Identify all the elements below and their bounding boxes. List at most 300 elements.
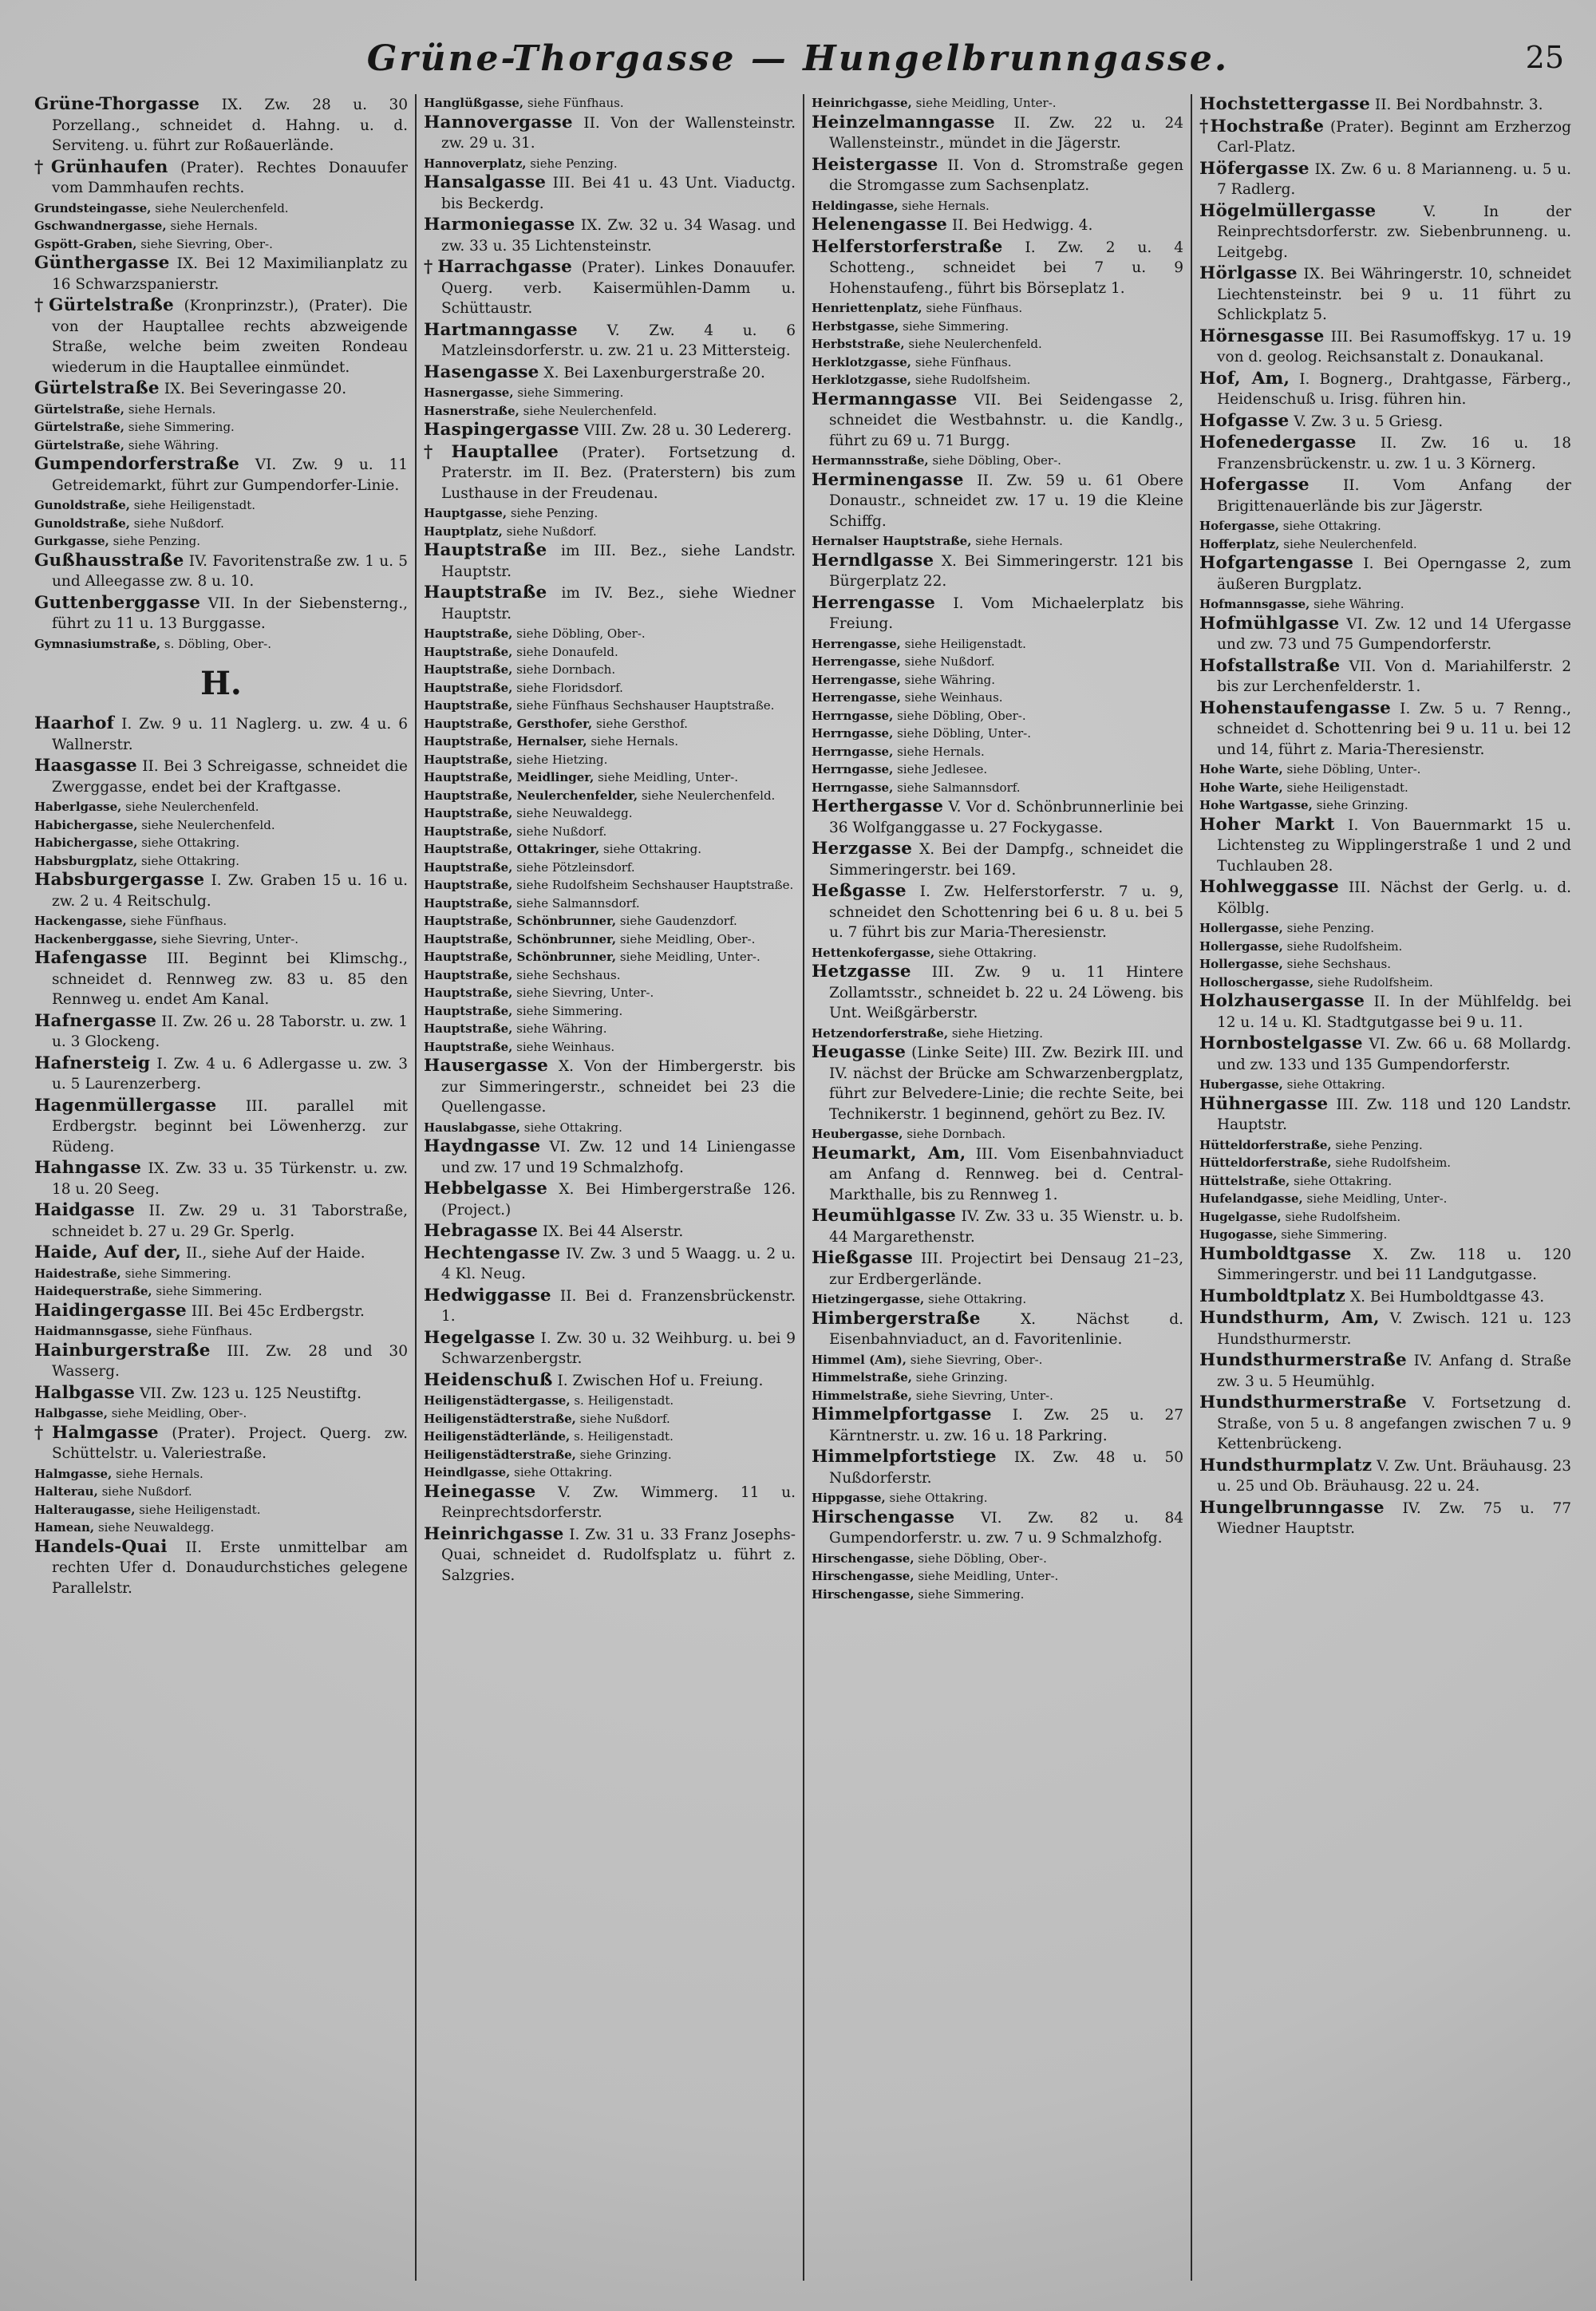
street-name: Guttenberggasse <box>34 592 201 613</box>
cross-reference <box>34 1465 408 1483</box>
street-description: siehe Ottakring. <box>523 1120 622 1135</box>
street-description: VI. Zw. 12 und 14 Ufergasse und zw. 73 und 75 Gumpendorferstr. <box>1217 615 1571 653</box>
cross-reference <box>424 402 796 421</box>
street-name: Hauptstraße, Hernalser, <box>424 734 587 749</box>
street-name: †Hochstraße <box>1199 116 1325 136</box>
street-name: Hofergasse, <box>1199 519 1279 533</box>
street-name: Hütteldorferstraße, <box>1199 1137 1332 1152</box>
street-name: Habichergasse, <box>34 817 138 832</box>
street-description: (Prater). Fortsetzung d. Praterstr. im II. Bez. (Praterstern) bis zum Lusthause in der Freudenau. <box>441 444 796 502</box>
street-entry <box>1199 698 1571 760</box>
street-description: II. Erste unmittelbar am rechten Ufer d. Donaudurchstiches gelegene Parallelstr. <box>52 1539 408 1597</box>
cross-reference <box>424 661 796 679</box>
street-description: X. Bei Simmeringerstr. 121 bis Bürgerplatz 22. <box>829 552 1183 590</box>
street-description: (Prater). Rechtes Donauufer vom Dammhaufen rechts. <box>52 159 408 196</box>
street-description: X. Bei Himbergerstraße 126. (Project.) <box>441 1181 796 1219</box>
street-description: siehe Währing. <box>904 672 996 687</box>
street-entry <box>34 1200 408 1242</box>
cross-reference <box>424 948 796 966</box>
street-description: siehe Sievring, Ober-. <box>910 1352 1043 1367</box>
street-description: II. Bei d. Franzensbrückenstr. 1. <box>441 1287 796 1325</box>
cross-reference <box>424 895 796 913</box>
cross-reference <box>812 671 1183 689</box>
street-description: siehe Fünfhaus. <box>527 96 624 110</box>
street-name: Hauptstraße, Schönbrunner, <box>424 950 617 964</box>
street-description: IX. Zw. 32 u. 34 Wasag. und zw. 33 u. 35 Lichtensteinstr. <box>441 217 796 255</box>
street-name: Hohe Warte, <box>1199 762 1283 776</box>
cross-reference <box>34 816 408 835</box>
street-description: I. Zw. 25 u. 27 Kärntnerstr. u. zw. 16 u. 18 Parkring. <box>829 1407 1183 1444</box>
street-name: Hungelbrunngasse <box>1199 1497 1385 1518</box>
street-name: Hauptstraße, Schönbrunner, <box>424 931 617 946</box>
street-description: siehe Penzing. <box>1286 921 1375 935</box>
street-description: im IV. Bez., siehe Wiedner Hauptstr. <box>441 585 796 622</box>
street-name: Herminengasse <box>812 469 964 490</box>
street-description: II. Bei Nordbahnstr. 3. <box>1374 97 1543 113</box>
street-description: II. Zw. 22 u. 24 Wallensteinstr., mündet in die Jägerstr. <box>829 114 1183 152</box>
street-description: II. In der Mühlfeldg. bei 12 u. 14 u. Kl. Stadtgutgasse bei 9 u. 11. <box>1217 994 1571 1031</box>
cross-reference <box>424 966 796 985</box>
street-description: siehe Weinhaus. <box>516 1039 615 1054</box>
street-description: siehe Döbling, Ober-. <box>932 453 1061 468</box>
street-name: Hetzgasse <box>812 962 911 982</box>
street-description: siehe Penzing. <box>113 534 201 548</box>
street-name: Haidgasse <box>34 1200 136 1220</box>
street-description: siehe Ottakring. <box>140 853 240 868</box>
street-name: Herrengasse, <box>812 654 901 669</box>
street-description: X. Von der Himbergerstr. bis zur Simmeringerstr., schneidet bei 23 die Quellengasse. <box>441 1058 796 1116</box>
street-name: Heinegasse <box>424 1481 536 1502</box>
street-name: Heiligenstädterstraße, <box>424 1411 576 1426</box>
cross-reference <box>812 1290 1183 1309</box>
cross-reference <box>424 876 796 895</box>
street-description: siehe Meidling, Unter-. <box>918 1569 1059 1583</box>
street-name: Hauptstraße, Schönbrunner, <box>424 914 617 928</box>
cross-reference <box>34 217 408 235</box>
street-description: I. Bognerg., Drahtgasse, Färberg., Heidenschuß u. Irisg. führen hin. <box>1217 370 1571 408</box>
street-entry <box>812 1404 1183 1446</box>
street-description: siehe Hietzing. <box>951 1025 1044 1041</box>
street-name: Hießgasse <box>812 1248 914 1268</box>
street-description: III. Vom Eisenbahnviaduct am Anfang d. Rennweg. bei d. Central-Markthalle, bis zu Rennweg 1. <box>829 1145 1183 1203</box>
street-description: I. Zw. Helferstorferstr. 7 u. 9, schneidet den Schottenring bei 6 u. 8 u. bei 5 u. 7 führt bis zur Maria-Theresienstr. <box>829 883 1183 941</box>
cross-reference <box>1199 1190 1571 1208</box>
street-description: I. Zw. 9 u. 11 Naglerg. u. zw. 4 u. 6 Wallnerstr. <box>52 716 408 753</box>
street-description: V. Zw. 4 u. 6 Matzleinsdorferstr. u. zw. 21 u. 23 Mittersteig. <box>441 322 796 359</box>
street-description: II. Zw. 29 u. 31 Taborstraße, schneidet b. 27 u. 29 Gr. Sperlg. <box>52 1203 408 1240</box>
street-description: V. Fortsetzung d. Straße, von 5 u. 8 angefangen zwischen 7 u. 9 Kettenbrückeng. <box>1217 1395 1572 1452</box>
street-name: Hufelandgasse, <box>1199 1191 1303 1206</box>
street-entry <box>812 1206 1183 1247</box>
street-entry <box>34 1301 408 1322</box>
page-header <box>32 38 1564 86</box>
street-description: siehe Nußdorf. <box>506 523 597 539</box>
cross-reference <box>1199 1172 1571 1191</box>
street-entry <box>1199 117 1571 158</box>
street-name: Hedwiggasse <box>424 1285 551 1306</box>
street-name: Hundsthurmerstraße <box>1199 1350 1407 1370</box>
cross-reference <box>424 697 796 715</box>
street-name: Hugelgasse, <box>1199 1209 1282 1224</box>
street-name: Hernalser Hauptstraße, <box>812 534 972 548</box>
street-description: (Kronprinzstr.), (Prater). Die von der Hauptallee rechts abzweigende Straße, welche beim zweiten Rondeau wiederum in die Hauptallee einmündet. <box>52 298 408 376</box>
street-name: Hauptstraße, <box>424 878 513 892</box>
street-name: Halbgasse <box>34 1382 136 1403</box>
street-entry <box>34 1423 408 1464</box>
street-description: II. Bei Hedwigg. 4. <box>951 217 1093 234</box>
street-description: siehe Simmering. <box>918 1586 1025 1602</box>
street-description: siehe Gersthof. <box>595 716 688 731</box>
street-description: siehe Rudolfsheim. <box>915 373 1031 387</box>
street-entry <box>424 1524 796 1586</box>
street-name: Hauptstraße, <box>424 644 513 659</box>
street-description: siehe Dornbach. <box>907 1127 1006 1141</box>
cross-reference <box>34 235 408 254</box>
street-description: siehe Rudolfsheim. <box>1335 1156 1452 1170</box>
cross-reference <box>812 1586 1183 1604</box>
street-name: Hofmannsgasse, <box>1199 597 1310 611</box>
street-name: Haasgasse <box>34 756 137 776</box>
street-name: Herrengasse, <box>812 636 901 651</box>
street-name: Gunoldstraße, <box>34 498 130 512</box>
street-description: IX. Zw. 48 u. 50 Nußdorferstr. <box>829 1449 1183 1487</box>
street-entry <box>424 540 796 582</box>
street-name: Heumühlgasse <box>812 1206 957 1226</box>
cross-reference <box>34 1322 408 1341</box>
street-name: Hausergasse <box>424 1056 549 1076</box>
street-name: Haberlgasse, <box>34 800 122 814</box>
street-name: Holzhausergasse <box>1199 991 1365 1011</box>
street-description: I. Zw. 4 u. 6 Adlergasse u. zw. 3 u. 5 Laurenzerberg. <box>52 1055 409 1092</box>
street-name: Harmoniegasse <box>424 215 575 235</box>
street-entry <box>812 237 1183 299</box>
street-entry <box>812 1042 1183 1124</box>
street-entry <box>424 1221 796 1242</box>
street-entry <box>34 1011 408 1053</box>
street-name: Hafnersteig <box>34 1053 151 1073</box>
street-name: Hebbelgasse <box>424 1179 547 1199</box>
street-description: siehe Pötzleinsdorf. <box>516 859 635 875</box>
street-name: Hörnesgasse <box>1199 326 1325 346</box>
street-description: siehe Ottakring. <box>1286 1077 1385 1092</box>
street-name: Hauptstraße <box>424 583 547 602</box>
cross-reference <box>812 743 1183 761</box>
cross-reference <box>812 299 1183 318</box>
street-name: Heinzelmanngasse <box>812 112 995 132</box>
street-name: Hamean, <box>34 1520 95 1535</box>
cross-reference <box>812 1369 1183 1387</box>
cross-reference <box>424 768 796 787</box>
street-description: siehe Neulerchenfeld. <box>155 200 289 215</box>
cross-reference <box>424 1119 796 1137</box>
cross-reference <box>34 1519 408 1537</box>
cross-reference <box>1199 535 1571 554</box>
street-description: siehe Döbling, Ober-. <box>516 626 646 641</box>
street-description: IV. Favoritenstraße zw. 1 u. 5 und Alleegasse zw. 8 u. 10. <box>52 552 408 590</box>
cross-reference <box>812 725 1183 743</box>
street-name: Himmelpfortstiege <box>812 1447 997 1467</box>
street-description: siehe Grinzing. <box>1316 798 1408 812</box>
street-description: siehe Sievring, Unter-. <box>516 986 654 1000</box>
street-name: Hauptstraße, <box>424 1039 513 1054</box>
street-entry <box>812 962 1183 1024</box>
page-number: 25 <box>1525 40 1564 75</box>
street-description: siehe Weinhaus. <box>904 690 1003 705</box>
street-name: Hochstettergasse <box>1199 94 1371 114</box>
cross-reference <box>34 1404 408 1423</box>
street-name: Hauptstraße, <box>424 662 513 677</box>
cross-reference <box>812 94 1183 113</box>
street-description: siehe Floridsdorf. <box>516 680 623 695</box>
street-name: Hof, Am, <box>1199 368 1290 389</box>
street-name: Hetzendorferstraße, <box>812 1025 949 1041</box>
street-entry <box>1199 656 1571 697</box>
street-entry <box>812 113 1183 154</box>
street-name: Grundsteingasse, <box>34 200 152 215</box>
cross-reference <box>424 94 796 113</box>
cross-reference <box>34 1483 408 1501</box>
street-description: siehe Neulerchenfeld. <box>641 788 776 803</box>
street-entry <box>812 470 1183 532</box>
street-name: Hauptstraße, Ottakringer, <box>424 842 600 856</box>
street-description: VIII. Zw. 28 u. 30 Ledererg. <box>583 422 792 439</box>
cross-reference <box>1199 1076 1571 1094</box>
street-description: II. Zw. 26 u. 28 Taborstr. u. zw. 1 u. 3 Glockeng. <box>52 1013 408 1050</box>
street-name: Haidingergasse <box>34 1300 187 1321</box>
street-name: Hoher Markt <box>1199 814 1335 835</box>
street-name: Habsburgplatz, <box>34 853 138 868</box>
cross-reference <box>424 1428 796 1446</box>
street-entry <box>34 593 408 634</box>
street-name: Gumpendorferstraße <box>34 454 239 474</box>
street-name: Heßgasse <box>812 881 907 901</box>
cross-reference <box>812 532 1183 551</box>
cross-reference <box>1199 779 1571 797</box>
street-description: siehe Meidling, Unter-. <box>598 770 738 784</box>
column-3 <box>803 94 1191 2281</box>
street-name: Hagenmüllergasse <box>34 1095 217 1116</box>
street-name: Hollergasse, <box>1199 938 1283 954</box>
street-name: Hermanngasse <box>812 389 958 409</box>
street-entry <box>34 253 408 294</box>
cross-reference <box>34 1282 408 1301</box>
street-entry <box>1199 1498 1571 1539</box>
cross-reference <box>34 798 408 816</box>
street-description: siehe Rudolfsheim. <box>1285 1209 1401 1224</box>
street-description: siehe Hernals. <box>128 401 216 417</box>
cross-reference <box>34 515 408 533</box>
street-entry <box>812 881 1183 943</box>
street-name: Hasnerstraße, <box>424 403 519 418</box>
street-name: Hofergasse <box>1199 475 1310 495</box>
street-description: IV. Zw. 33 u. 35 Wienstr. u. b. 44 Margarethenstr. <box>829 1208 1183 1246</box>
street-name: Himmel (Am), <box>812 1352 907 1367</box>
street-name: Hafnergasse <box>34 1010 157 1031</box>
street-name: Herrengasse <box>812 592 936 613</box>
street-description: siehe Neuwaldegg. <box>97 1520 215 1535</box>
cross-reference <box>1199 1136 1571 1155</box>
letter-heading: H. <box>200 665 242 702</box>
cross-reference <box>424 715 796 733</box>
cross-reference <box>34 437 408 455</box>
street-description: I. Bei Operngasse 2, zum äußeren Burgplatz. <box>1217 555 1571 593</box>
street-description: siehe Ottakring. <box>889 1491 988 1505</box>
cross-reference <box>812 689 1183 707</box>
street-description: VII. In der Siebensterng., führt zu 11 u. 13 Burggasse. <box>52 595 408 632</box>
cross-reference <box>1199 760 1571 779</box>
street-name: Hirschengasse, <box>812 1569 915 1583</box>
street-name: Hechtengasse <box>424 1242 561 1263</box>
street-name: Hollergasse, <box>1199 957 1283 971</box>
cross-reference <box>1199 796 1571 815</box>
street-name: Hirschengasse <box>812 1507 955 1527</box>
cross-reference <box>424 1038 796 1057</box>
street-name: Herrngasse, <box>812 744 894 759</box>
cross-reference <box>424 804 796 823</box>
street-name: Herbstgasse, <box>812 318 899 334</box>
street-name: Hütteldorferstraße, <box>1199 1156 1332 1170</box>
street-description: II. Von der Wallensteinstr. zw. 29 u. 31. <box>441 114 796 152</box>
street-name: Heugasse <box>812 1042 907 1062</box>
street-description: siehe Hietzing. <box>516 752 608 767</box>
street-entry <box>424 1179 796 1220</box>
street-name: Hauptstraße, <box>424 986 513 1000</box>
street-description: I. Zwischen Hof u. Freiung. <box>557 1372 764 1389</box>
street-description: III. Nächst der Gerlg. u. d. Kölblg. <box>1217 879 1571 917</box>
street-name: Hettenkofergasse, <box>812 945 935 960</box>
street-name: Hauptstraße, <box>424 824 513 839</box>
street-description: II. Vom Anfang der Brigittenauerlände bis zur Jägerstr. <box>1217 477 1571 515</box>
cross-reference <box>34 930 408 949</box>
street-name: Gymnasiumstraße, <box>34 636 161 651</box>
street-name: Gürtelstraße, <box>34 420 124 434</box>
street-entry <box>1199 475 1571 516</box>
street-description: im III. Bez., siehe Landstr. Hauptstr. <box>441 543 796 580</box>
street-name: Hüttelstraße, <box>1199 1173 1290 1188</box>
cross-reference <box>424 1464 796 1482</box>
street-description: siehe Simmering. <box>124 1266 231 1281</box>
street-description: X. Zw. 118 u. 120 Simmeringerstr. und bei 11 Landgutgasse. <box>1217 1246 1571 1283</box>
street-name: Hippgasse, <box>812 1491 886 1505</box>
cross-reference <box>1199 517 1571 535</box>
street-description: (Prater). Project. Querg. zw. Schüttelstr. u. Valeriestraße. <box>52 1424 408 1462</box>
street-entry <box>424 172 796 214</box>
street-description: siehe Grinzing. <box>579 1447 672 1462</box>
street-description: IX. Zw. 33 u. 35 Türkenstr. u. zw. 18 u. 20 Seeg. <box>52 1160 408 1198</box>
street-entry <box>424 1136 796 1178</box>
cross-reference <box>34 199 408 218</box>
street-name: Hackenberggasse, <box>34 931 158 946</box>
street-entry <box>424 1482 796 1523</box>
street-description: siehe Simmering. <box>903 318 1009 334</box>
cross-reference <box>424 155 796 173</box>
cross-reference <box>424 1392 796 1410</box>
street-entry <box>34 1341 408 1382</box>
street-name: Gußhausstraße <box>34 550 184 571</box>
cross-reference <box>424 1020 796 1038</box>
street-description: (Linke Seite) III. Zw. Bezirk III. und IV. nächst der Brücke am Schwarzenbergplatz, führt zur Belvedere-Linie; die rechte Seite, bei Technikerstr. 1 beginnend, gehört zu Bez. IV. <box>829 1045 1183 1123</box>
street-entry <box>34 1096 408 1158</box>
street-description: siehe Heiligenstadt. <box>1286 780 1408 795</box>
street-entry <box>424 1370 796 1392</box>
street-description: III. parallel mit Erdbergstr. beginnt bei Löwenherzg. zur Rüdeng. <box>52 1097 408 1156</box>
street-description: III. Zw. 118 und 120 Landstr. Hauptstr. <box>1217 1096 1571 1133</box>
street-description: siehe Neulerchenfeld. <box>523 403 658 418</box>
street-name: Hugogasse, <box>1199 1227 1278 1242</box>
street-name: Gürtelstraße <box>34 378 160 398</box>
street-description: siehe Döbling, Unter-. <box>897 726 1032 741</box>
cross-reference <box>812 371 1183 389</box>
cross-reference <box>812 1351 1183 1369</box>
street-entry <box>424 1328 796 1369</box>
street-description: siehe Neulerchenfeld. <box>1283 536 1417 551</box>
street-description: siehe Hernals. <box>902 198 990 213</box>
street-name: Hauptstraße, Gersthofer, <box>424 716 593 731</box>
street-entry <box>424 215 796 256</box>
street-name: Heindlgasse, <box>424 1465 511 1479</box>
street-name: Holloschergasse, <box>1199 974 1314 990</box>
street-description: siehe Nußdorf. <box>904 654 995 669</box>
street-entry <box>34 1537 408 1599</box>
street-description: III. Projectirt bei Densaug 21–23, zur Erdbergerlände. <box>829 1250 1183 1288</box>
street-name: †Gürtelstraße <box>34 295 174 315</box>
street-entry <box>812 389 1183 452</box>
street-name: Heubergasse, <box>812 1127 903 1141</box>
street-name: Gurkgasse, <box>34 534 109 548</box>
street-description: siehe Heiligenstadt. <box>133 498 255 512</box>
street-name: Heiligenstädterlände, <box>424 1429 571 1444</box>
street-name: †Harrachgasse <box>424 257 573 277</box>
street-description: siehe Heiligenstadt. <box>904 636 1026 651</box>
street-entry <box>1199 326 1571 368</box>
cross-reference <box>424 523 796 541</box>
cross-reference <box>1199 1154 1571 1172</box>
street-entry <box>34 94 408 156</box>
street-description: siehe Neuwaldegg. <box>516 806 633 820</box>
street-name: Hainburgerstraße <box>34 1340 211 1361</box>
street-description: siehe Nußdorf. <box>579 1411 670 1426</box>
cross-reference <box>812 1387 1183 1405</box>
street-description: siehe Neulerchenfeld. <box>125 800 259 814</box>
street-name: Gspött-Graben, <box>34 236 137 251</box>
street-entry <box>424 257 796 319</box>
street-description: siehe Ottakring. <box>1282 519 1381 533</box>
street-name: Hahngasse <box>34 1158 142 1178</box>
street-name: Hansalgasse <box>424 172 547 192</box>
cross-reference <box>34 635 408 654</box>
street-name: Hanglüßgasse, <box>424 96 524 110</box>
street-description: siehe Simmering. <box>516 1003 623 1018</box>
street-entry <box>1199 877 1571 918</box>
street-description: V. Zw. Unt. Bräuhausg. 23 u. 25 und Ob. Bräuhausg. 22 u. 24. <box>1217 1457 1571 1495</box>
street-name: Hofferplatz, <box>1199 536 1280 551</box>
street-name: Günthergasse <box>34 253 170 273</box>
cross-reference <box>424 643 796 662</box>
cross-reference <box>812 760 1183 779</box>
street-description: II., siehe Auf der Haide. <box>186 1245 365 1262</box>
street-name: Hofgasse <box>1199 410 1290 431</box>
cross-reference <box>812 354 1183 372</box>
street-description: III. Bei 45c Erdbergstr. <box>191 1302 365 1320</box>
street-entry <box>812 1248 1183 1290</box>
street-entry <box>424 1056 796 1118</box>
cross-reference <box>812 1125 1183 1144</box>
street-description: II. Bei 3 Schreigasse, schneidet die Zwerggasse, endet bei der Kraftgasse. <box>52 758 408 796</box>
street-name: Helferstorferstraße <box>812 236 1003 257</box>
street-name: Hauslabgasse, <box>424 1120 521 1135</box>
street-name: Hundsthurm, Am, <box>1199 1308 1380 1328</box>
street-description: VI. Zw. 66 u. 68 Mollardg. und zw. 133 und 135 Gumpendorferstr. <box>1217 1036 1571 1073</box>
